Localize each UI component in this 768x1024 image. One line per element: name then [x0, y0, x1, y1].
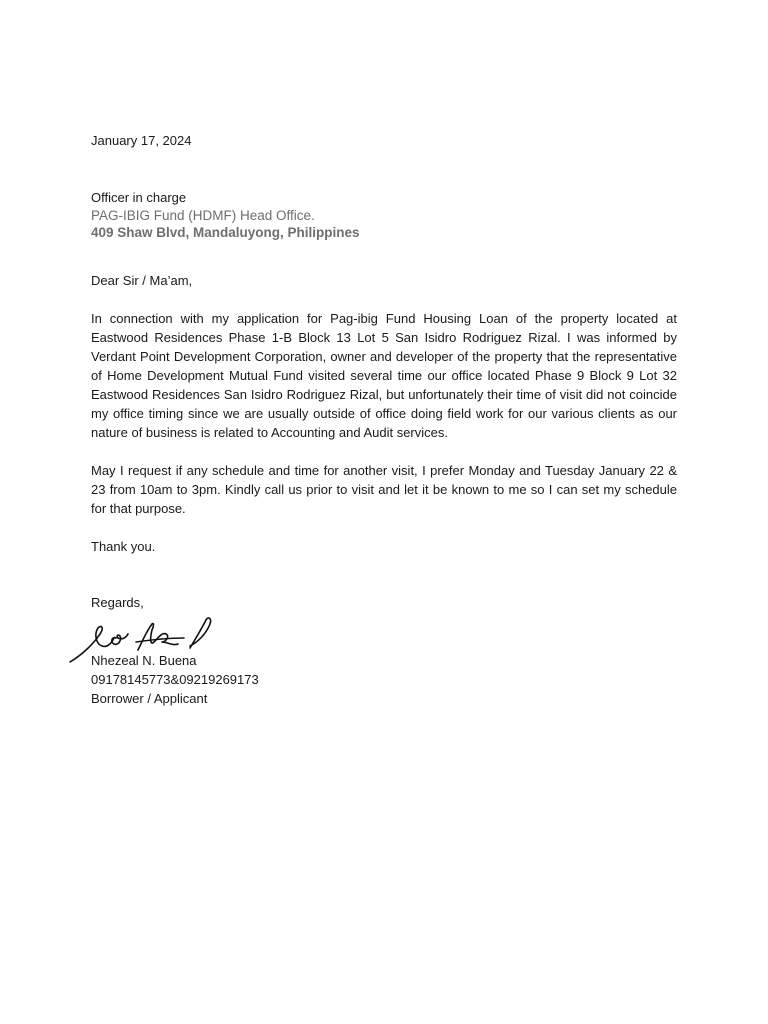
- letter-body: [91, 131, 677, 612]
- recipient-address: 409 Shaw Blvd, Mandaluyong, Philippines: [91, 225, 360, 240]
- salutation: Dear Sir / Ma’am,: [91, 273, 193, 288]
- recipient-office: PAG-IBIG Fund (HDMF) Head Office.: [91, 208, 315, 223]
- recipient-title: Officer in charge: [91, 190, 187, 205]
- body-paragraph-2: May I request if any schedule and time for another visit, I prefer Monday and Tuesday January 22 & 23 from 10am to 3pm. Kindly call us prior to visit and let it be known to me so I can set my schedule for that purpose.: [91, 463, 677, 516]
- closing-line: Regards,: [91, 595, 144, 610]
- signer-name: Nhezeal N. Buena: [91, 653, 197, 668]
- recipient-block: [91, 188, 677, 241]
- signer-role: Borrower / Applicant: [91, 691, 208, 706]
- signer-block: [91, 651, 259, 708]
- signer-phone: 09178145773&09219269173: [91, 672, 259, 687]
- letter-date: January 17, 2024: [91, 133, 192, 148]
- body-paragraph-1: In connection with my application for Pag-ibig Fund Housing Loan of the property located at Eastwood Residences Phase 1-B Block 13 Lot 5 San Isidro Rodriguez Rizal. I was informed by Verdant Point Development Corporation, owner and developer of the property that the representative of Home Development Mutual Fund visited several time our office located Phase 9 Block 9 Lot 32 Eastwood Residences San Isidro Rodriguez Rizal, but unfortunately their time of visit did not coincide my office timing since we are usually outside of office doing field work for our various clients as our nature of business is related to Accounting and Audit services.: [91, 311, 677, 440]
- thanks-line: Thank you.: [91, 539, 156, 554]
